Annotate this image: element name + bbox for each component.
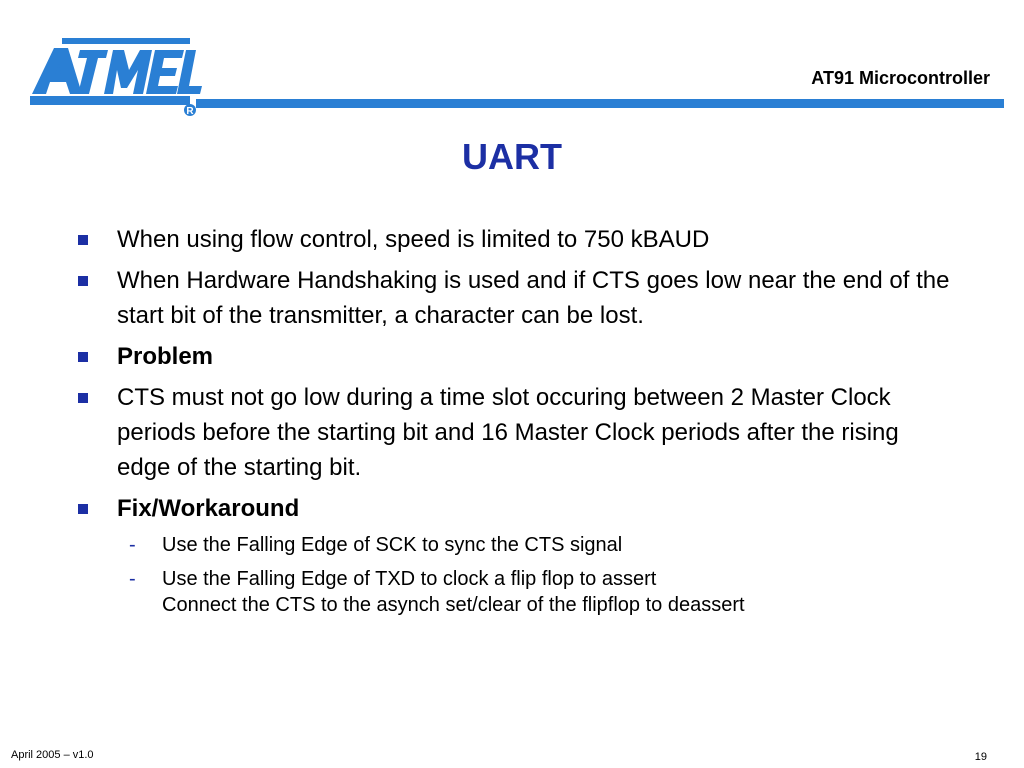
sub-item-line: Use the Falling Edge of TXD to clock a flip flop to assert (162, 568, 657, 590)
square-bullet-icon (78, 235, 88, 245)
bullet-item (78, 491, 958, 526)
sub-list-item (129, 566, 958, 618)
sub-item-line: Connect the CTS to the asynch set/clear of the flipflop to deassert (162, 594, 745, 616)
sub-item-text (162, 566, 745, 618)
bullet-heading-problem: Problem (117, 343, 214, 370)
slide-title: UART (462, 136, 562, 177)
footer-date-version: April 2005 – v1.0 (11, 749, 94, 761)
product-title: AT91 Microcontroller (811, 68, 990, 88)
bullet-item (78, 263, 958, 333)
bullet-item (78, 380, 958, 485)
sub-item-line: Use the Falling Edge of SCK to sync the CTS signal (162, 534, 623, 556)
atmel-logo (28, 36, 202, 118)
square-bullet-icon (78, 352, 88, 362)
dash-bullet: - (129, 534, 136, 556)
bullet-text: CTS must not go low during a time slot occuring between 2 Master Clock periods before the starting bit and 16 Master Clock periods after the rising edge of the starting bit. (117, 384, 899, 481)
bullet-heading-workaround: Fix/Workaround (117, 495, 300, 522)
bullet-text: When using flow control, speed is limited to 750 kBAUD (117, 226, 710, 253)
sub-list-item (129, 532, 958, 558)
workaround-sub-list (129, 532, 958, 618)
header-rule (196, 99, 1004, 108)
square-bullet-icon (78, 393, 88, 403)
bullet-text: When Hardware Handshaking is used and if CTS goes low near the end of the start bit of the transmitter, a character can be lost. (117, 267, 950, 329)
content-area (78, 222, 958, 626)
sub-item-text (162, 532, 622, 558)
dash-bullet: - (129, 568, 136, 590)
bullet-item (78, 339, 958, 374)
bullet-item (78, 222, 958, 257)
square-bullet-icon (78, 504, 88, 514)
square-bullet-icon (78, 276, 88, 286)
footer-page-number: 19 (974, 751, 987, 763)
registered-mark: R (186, 106, 194, 117)
